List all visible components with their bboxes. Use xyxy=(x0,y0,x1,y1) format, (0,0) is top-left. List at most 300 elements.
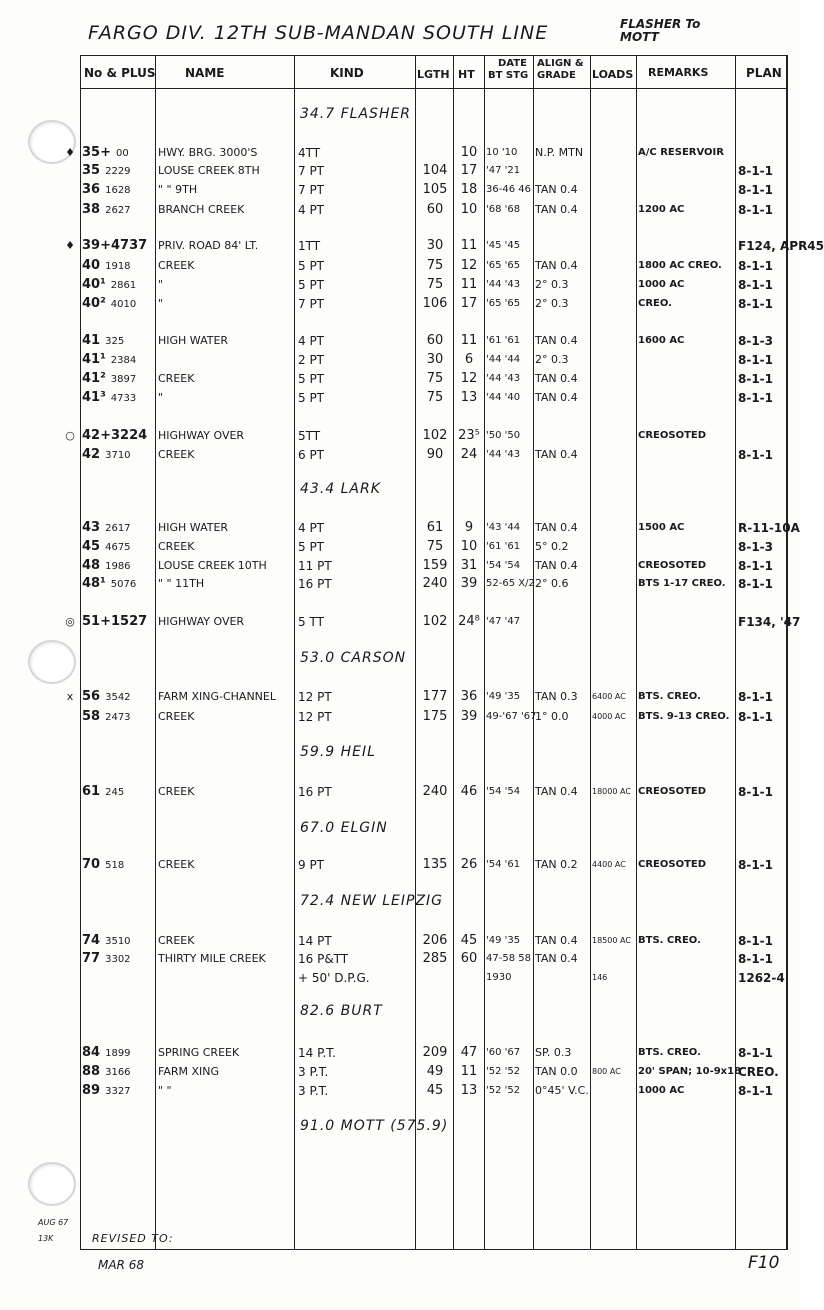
row-number: 38 2627 xyxy=(82,202,131,217)
row-align-grade: TAN 0.4 xyxy=(535,183,578,196)
row-number: 74 3510 xyxy=(82,933,131,948)
row-date: '47 '47 xyxy=(486,616,521,627)
row-plan: 8-1-1 xyxy=(738,203,774,217)
table-row xyxy=(0,707,800,727)
row-number: 41³ 4733 xyxy=(82,390,137,405)
row-length: 177 xyxy=(422,689,448,704)
row-align-grade: SP. 0.3 xyxy=(535,1046,572,1059)
row-number: 35 2229 xyxy=(82,163,131,178)
row-name: PRIV. ROAD 84' LT. xyxy=(158,239,259,252)
row-number: 41¹ 2384 xyxy=(82,352,137,367)
row-name: HIGHWAY OVER xyxy=(158,429,245,442)
row-align-grade: TAN 0.4 xyxy=(535,559,578,572)
row-height: 36 xyxy=(460,689,478,704)
row-date: '61 '61 xyxy=(486,541,521,552)
station-label: 91.0 MOTT (575.9) xyxy=(300,1118,449,1134)
header-divider xyxy=(80,88,788,89)
row-name: HIGH WATER xyxy=(158,521,229,534)
row-height: 31 xyxy=(460,558,478,573)
row-align-grade: N.P. MTN xyxy=(535,146,584,159)
table-row xyxy=(0,445,800,465)
row-name: CREEK xyxy=(158,540,195,553)
row-height: 24 xyxy=(460,447,478,462)
row-kind: 16 PT xyxy=(298,785,332,799)
row-number: 40² 4010 xyxy=(82,296,137,311)
row-plan: 8-1-1 xyxy=(738,1084,774,1098)
row-date: 49-'67 '67 xyxy=(486,711,537,722)
row-number: 70 518 xyxy=(82,857,125,872)
row-name: HIGHWAY OVER xyxy=(158,615,245,628)
row-length: 102 xyxy=(422,428,448,443)
row-kind: 9 PT xyxy=(298,858,325,872)
row-align-grade: TAN 0.3 xyxy=(535,690,578,703)
row-kind: 5 PT xyxy=(298,372,325,386)
row-length: 104 xyxy=(422,163,448,178)
row-kind: 3 P.T. xyxy=(298,1084,329,1098)
row-length: 105 xyxy=(422,182,448,197)
row-name: " " 9TH xyxy=(158,183,198,196)
row-plan: 8-1-3 xyxy=(738,334,774,348)
row-date: 47-58 58 xyxy=(486,953,531,964)
row-loads: 18000 AC xyxy=(592,787,631,796)
binder-hole xyxy=(28,1162,76,1206)
row-date: '44 '40 xyxy=(486,392,521,403)
station-label: 53.0 CARSON xyxy=(300,650,407,666)
row-align-grade: TAN 0.4 xyxy=(535,259,578,272)
row-plan: F134, '47 xyxy=(738,615,801,629)
table-row xyxy=(0,612,800,632)
row-kind: 11 PT xyxy=(298,559,332,573)
row-remarks: 1000 AC xyxy=(638,279,685,290)
row-name: LOUSE CREEK 8TH xyxy=(158,164,260,177)
table-row xyxy=(0,968,800,988)
row-date: '43 '44 xyxy=(486,522,521,533)
row-height: 11 xyxy=(460,238,478,253)
row-height: 17 xyxy=(460,163,478,178)
row-height: 23⁵ xyxy=(458,428,480,443)
station-label: 59.9 HEIL xyxy=(300,744,376,760)
table-row xyxy=(0,1043,800,1063)
table-row xyxy=(0,236,824,256)
row-kind: 2 PT xyxy=(298,353,325,367)
row-length: 75 xyxy=(426,277,444,292)
row-length: 240 xyxy=(422,576,448,591)
row-name: SPRING CREEK xyxy=(158,1046,240,1059)
section-range: FLASHER To MOTT xyxy=(620,17,701,44)
row-date: '54 '54 xyxy=(486,786,521,797)
row-align-grade: TAN 0.0 xyxy=(535,1065,578,1078)
station-label: 72.4 NEW LEIPZIG xyxy=(300,893,444,909)
row-kind: 5 TT xyxy=(298,615,324,629)
row-name: " xyxy=(158,391,164,404)
row-align-grade: 2° 0.3 xyxy=(535,278,569,291)
row-length: 61 xyxy=(426,520,444,535)
row-kind: 5 PT xyxy=(298,259,325,273)
row-number: 84 1899 xyxy=(82,1045,131,1060)
row-align-grade: 2° 0.6 xyxy=(535,577,569,590)
header-remarks: REMARKS xyxy=(648,66,709,79)
row-kind: 5TT xyxy=(298,429,321,443)
row-loads: 6400 AC xyxy=(592,692,626,701)
row-align-grade: 1° 0.0 xyxy=(535,710,569,723)
row-name: BRANCH CREEK xyxy=(158,203,245,216)
row-loads: 18500 AC xyxy=(592,936,631,945)
revised-label: REVISED TO: xyxy=(92,1232,174,1245)
row-plan: 8-1-1 xyxy=(738,577,774,591)
row-number: 61 245 xyxy=(82,784,125,799)
row-kind: 7 PT xyxy=(298,164,325,178)
row-length: 75 xyxy=(426,258,444,273)
row-loads: 146 xyxy=(592,973,608,982)
row-length: 30 xyxy=(426,352,444,367)
row-date: '44 '43 xyxy=(486,373,521,384)
row-kind: 4 PT xyxy=(298,521,325,535)
row-height: 60 xyxy=(460,951,478,966)
row-remarks: A/C RESERVOIR xyxy=(638,147,724,158)
row-remarks: CREOSOTED xyxy=(638,786,707,797)
header-date: DATE BT STG xyxy=(488,58,529,81)
row-date: '65 '65 xyxy=(486,260,521,271)
row-height: 12 xyxy=(460,371,478,386)
row-date: '52 '52 xyxy=(486,1085,521,1096)
page-title: FARGO DIV. 12TH SUB-MANDAN SOUTH LINE xyxy=(88,22,549,44)
row-align-grade: 0°45' V.C. xyxy=(535,1084,589,1097)
table-row xyxy=(0,782,800,802)
table-row xyxy=(0,931,800,951)
row-date: '44 '44 xyxy=(486,354,521,365)
row-number xyxy=(82,968,154,989)
row-plan: 8-1-1 xyxy=(738,391,774,405)
row-mark: ○ xyxy=(65,429,75,442)
row-kind: 3 P.T. xyxy=(298,1065,329,1079)
row-height: 17 xyxy=(460,296,478,311)
table-row xyxy=(0,200,800,220)
row-plan: 8-1-1 xyxy=(738,934,774,948)
row-kind: 12 PT xyxy=(298,710,332,724)
row-date: '60 '67 xyxy=(486,1047,521,1058)
row-number: 41 325 xyxy=(82,333,125,348)
row-mark: ♦ xyxy=(65,239,75,252)
row-kind: 5 PT xyxy=(298,278,325,292)
table-row xyxy=(0,687,800,707)
row-name: CREEK xyxy=(158,858,195,871)
row-date: 36-46 46 xyxy=(486,184,531,195)
row-name: " xyxy=(158,297,164,310)
station-label: 43.4 LARK xyxy=(300,481,381,497)
row-height: 47 xyxy=(460,1045,478,1060)
header-loads: LOADS xyxy=(592,68,634,81)
row-remarks: 20' SPAN; 10-9x18 xyxy=(638,1066,742,1077)
row-name: FARM XING xyxy=(158,1065,220,1078)
station-label: 34.7 FLASHER xyxy=(300,106,412,122)
header-kind: KIND xyxy=(330,66,364,80)
row-name: " " 11TH xyxy=(158,577,205,590)
row-length: 75 xyxy=(426,390,444,405)
table-row xyxy=(0,537,800,557)
row-align-grade: TAN 0.4 xyxy=(535,334,578,347)
row-height: 10 xyxy=(460,539,478,554)
row-height: 26 xyxy=(460,857,478,872)
station-label: 82.6 BURT xyxy=(300,1003,383,1019)
row-remarks: BTS 1-17 CREO. xyxy=(638,578,726,589)
row-plan: 8-1-1 xyxy=(738,952,774,966)
table-row xyxy=(0,1062,800,1082)
row-name: FARM XING-CHANNEL xyxy=(158,690,276,703)
row-name: HWY. BRG. 3000'S xyxy=(158,146,258,159)
row-name: HIGH WATER xyxy=(158,334,229,347)
table-row xyxy=(0,574,800,594)
row-remarks: BTS. CREO. xyxy=(638,691,701,702)
header-length: LGTH xyxy=(417,68,450,81)
row-length: 45 xyxy=(426,1083,444,1098)
row-plan: 8-1-1 xyxy=(738,353,774,367)
row-length: 49 xyxy=(426,1064,444,1079)
row-remarks: CREOSOTED xyxy=(638,430,707,441)
row-height: 39 xyxy=(460,576,478,591)
row-plan: 8-1-1 xyxy=(738,297,774,311)
table-row xyxy=(0,388,800,408)
row-number: 58 2473 xyxy=(82,709,131,724)
row-align-grade: 2° 0.3 xyxy=(535,353,569,366)
row-length: 175 xyxy=(422,709,448,724)
row-height: 45 xyxy=(460,933,478,948)
row-date: '65 '65 xyxy=(486,298,521,309)
margin-note: AUG 67 xyxy=(38,1218,69,1227)
row-kind: 16 P&TT xyxy=(298,952,349,966)
table-row xyxy=(0,180,800,200)
row-height: 11 xyxy=(460,1064,478,1079)
row-date: '52 '52 xyxy=(486,1066,521,1077)
row-remarks: BTS. 9-13 CREO. xyxy=(638,711,730,722)
row-remarks: CREOSOTED xyxy=(638,859,707,870)
row-number: 88 3166 xyxy=(82,1064,131,1079)
table-row xyxy=(0,161,800,181)
table-row xyxy=(0,256,800,276)
row-date: 52-65 X/2 xyxy=(486,578,535,589)
header-name: NAME xyxy=(185,66,225,80)
row-number: 48 1986 xyxy=(82,558,131,573)
row-remarks: 1200 AC xyxy=(638,204,685,215)
row-align-grade: TAN 0.4 xyxy=(535,934,578,947)
row-plan: 8-1-1 xyxy=(738,164,774,178)
row-plan: 8-1-1 xyxy=(738,710,774,724)
row-number: 35+ 00 xyxy=(82,145,129,160)
row-loads: 4000 AC xyxy=(592,712,626,721)
row-height: 9 xyxy=(464,520,474,535)
row-date: '47 '21 xyxy=(486,165,521,176)
row-plan: 8-1-1 xyxy=(738,785,774,799)
row-number: 43 2617 xyxy=(82,520,131,535)
row-date: '54 '54 xyxy=(486,560,521,571)
row-height: 13 xyxy=(460,1083,478,1098)
row-number: 42+3224 xyxy=(82,428,148,443)
row-length: 206 xyxy=(422,933,448,948)
row-date: '44 '43 xyxy=(486,279,521,290)
row-name: THIRTY MILE CREEK xyxy=(158,952,266,965)
row-name: CREEK xyxy=(158,710,195,723)
row-date: '61 '61 xyxy=(486,335,521,346)
row-plan: 8-1-1 xyxy=(738,278,774,292)
row-date: '54 '61 xyxy=(486,859,521,870)
row-length: 90 xyxy=(426,447,444,462)
row-length: 75 xyxy=(426,539,444,554)
row-mark: ♦ xyxy=(65,146,75,159)
header-height: HT xyxy=(458,68,475,81)
row-loads: 4400 AC xyxy=(592,860,626,869)
row-remarks: 1500 AC xyxy=(638,522,685,533)
row-height: 46 xyxy=(460,784,478,799)
row-plan: 8-1-1 xyxy=(738,448,774,462)
row-date: '45 '45 xyxy=(486,240,521,251)
row-plan: 1262-4 xyxy=(738,971,785,985)
row-kind: + 50' D.P.G. xyxy=(298,971,370,985)
row-kind: 5 PT xyxy=(298,391,325,405)
row-name: CREEK xyxy=(158,259,195,272)
header-plan: PLAN xyxy=(746,66,782,80)
row-align-grade: 5° 0.2 xyxy=(535,540,569,553)
row-date: '50 '50 xyxy=(486,430,521,441)
row-remarks: 1800 AC CREO. xyxy=(638,260,722,271)
table-row xyxy=(0,143,800,163)
row-length: 60 xyxy=(426,333,444,348)
row-kind: 5 PT xyxy=(298,540,325,554)
row-number: 40 1918 xyxy=(82,258,131,273)
row-plan: 8-1-1 xyxy=(738,183,774,197)
row-plan: 8-1-1 xyxy=(738,1046,774,1060)
row-length: 135 xyxy=(422,857,448,872)
row-length: 30 xyxy=(426,238,444,253)
row-kind: 1TT xyxy=(298,239,321,253)
table-row xyxy=(0,1081,800,1101)
row-kind: 7 PT xyxy=(298,297,325,311)
row-align-grade: TAN 0.4 xyxy=(535,952,578,965)
row-number: 89 3327 xyxy=(82,1083,131,1098)
row-kind: 4 PT xyxy=(298,334,325,348)
row-name: " " xyxy=(158,1084,172,1097)
revision-date: MAR 68 xyxy=(98,1258,144,1272)
row-align-grade: TAN 0.4 xyxy=(535,448,578,461)
row-date: '44 '43 xyxy=(486,449,521,460)
row-loads: 800 AC xyxy=(592,1067,621,1076)
row-plan: CREO. xyxy=(738,1065,779,1079)
row-length: 159 xyxy=(422,558,448,573)
row-plan: 8-1-1 xyxy=(738,259,774,273)
row-align-grade: TAN 0.4 xyxy=(535,521,578,534)
row-name: LOUSE CREEK 10TH xyxy=(158,559,267,572)
row-date: 10 '10 xyxy=(486,147,518,158)
page-number: F10 xyxy=(748,1253,780,1273)
row-length: 285 xyxy=(422,951,448,966)
row-align-grade: 2° 0.3 xyxy=(535,297,569,310)
row-name: CREEK xyxy=(158,448,195,461)
binder-hole xyxy=(28,640,76,684)
row-remarks: 1000 AC xyxy=(638,1085,685,1096)
row-number: 48¹ 5076 xyxy=(82,576,137,591)
row-number: 42 3710 xyxy=(82,447,131,462)
row-plan: R-11-10A xyxy=(738,521,800,535)
table-row xyxy=(0,426,800,446)
row-height: 6 xyxy=(464,352,474,367)
row-length: 106 xyxy=(422,296,448,311)
table-row xyxy=(0,350,800,370)
row-date: '68 '68 xyxy=(486,204,521,215)
row-align-grade: TAN 0.4 xyxy=(535,785,578,798)
row-remarks: CREO. xyxy=(638,298,672,309)
row-plan: F124, APR45 xyxy=(738,239,824,253)
row-kind: 4 PT xyxy=(298,203,325,217)
row-number: 77 3302 xyxy=(82,951,131,966)
row-name: CREEK xyxy=(158,785,195,798)
header-no-plus: No & PLUS xyxy=(84,66,156,80)
row-kind: 6 PT xyxy=(298,448,325,462)
station-label: 67.0 ELGIN xyxy=(300,820,388,836)
row-plan: 8-1-3 xyxy=(738,540,774,554)
table-row xyxy=(0,556,800,576)
row-name: CREEK xyxy=(158,934,195,947)
row-length: 102 xyxy=(422,614,448,629)
row-length: 75 xyxy=(426,371,444,386)
row-name: CREEK xyxy=(158,372,195,385)
row-align-grade: TAN 0.4 xyxy=(535,372,578,385)
row-kind: 7 PT xyxy=(298,183,325,197)
row-height: 10 xyxy=(460,145,478,160)
row-plan: 8-1-1 xyxy=(738,372,774,386)
row-plan: 8-1-1 xyxy=(738,690,774,704)
row-date: '49 '35 xyxy=(486,935,521,946)
row-date: 1930 xyxy=(486,972,512,983)
row-length: 240 xyxy=(422,784,448,799)
row-number: 41² 3897 xyxy=(82,371,137,386)
table-row xyxy=(0,949,800,969)
table-row xyxy=(0,331,800,351)
row-height: 12 xyxy=(460,258,478,273)
header-align-grade: ALIGN & GRADE xyxy=(537,58,584,81)
table-row xyxy=(0,855,800,875)
row-height: 10 xyxy=(460,202,478,217)
row-length: 60 xyxy=(426,202,444,217)
row-height: 11 xyxy=(460,277,478,292)
row-remarks: 1600 AC xyxy=(638,335,685,346)
row-remarks: BTS. CREO. xyxy=(638,935,701,946)
row-name: " xyxy=(158,278,164,291)
row-kind: 16 PT xyxy=(298,577,332,591)
row-mark: ◎ xyxy=(65,615,75,628)
table-row xyxy=(0,369,800,389)
row-height: 39 xyxy=(460,709,478,724)
row-height: 18 xyxy=(460,182,478,197)
row-number: 45 4675 xyxy=(82,539,131,554)
row-kind: 14 P.T. xyxy=(298,1046,336,1060)
row-number: 36 1628 xyxy=(82,182,131,197)
row-date: '49 '35 xyxy=(486,691,521,702)
row-align-grade: TAN 0.4 xyxy=(535,391,578,404)
row-align-grade: TAN 0.4 xyxy=(535,203,578,216)
margin-note: 13K xyxy=(38,1234,54,1243)
row-mark: x xyxy=(66,690,74,703)
table-row xyxy=(0,275,800,295)
row-height: 11 xyxy=(460,333,478,348)
row-remarks: BTS. CREO. xyxy=(638,1047,701,1058)
row-plan: 8-1-1 xyxy=(738,858,774,872)
table-row xyxy=(0,518,800,538)
row-height: 13 xyxy=(460,390,478,405)
row-number: 39+4737 xyxy=(82,238,148,253)
table-row xyxy=(0,294,800,314)
row-remarks: CREOSOTED xyxy=(638,560,707,571)
row-number: 56 3542 xyxy=(82,689,131,704)
row-height: 24⁸ xyxy=(458,614,480,629)
row-kind: 14 PT xyxy=(298,934,332,948)
